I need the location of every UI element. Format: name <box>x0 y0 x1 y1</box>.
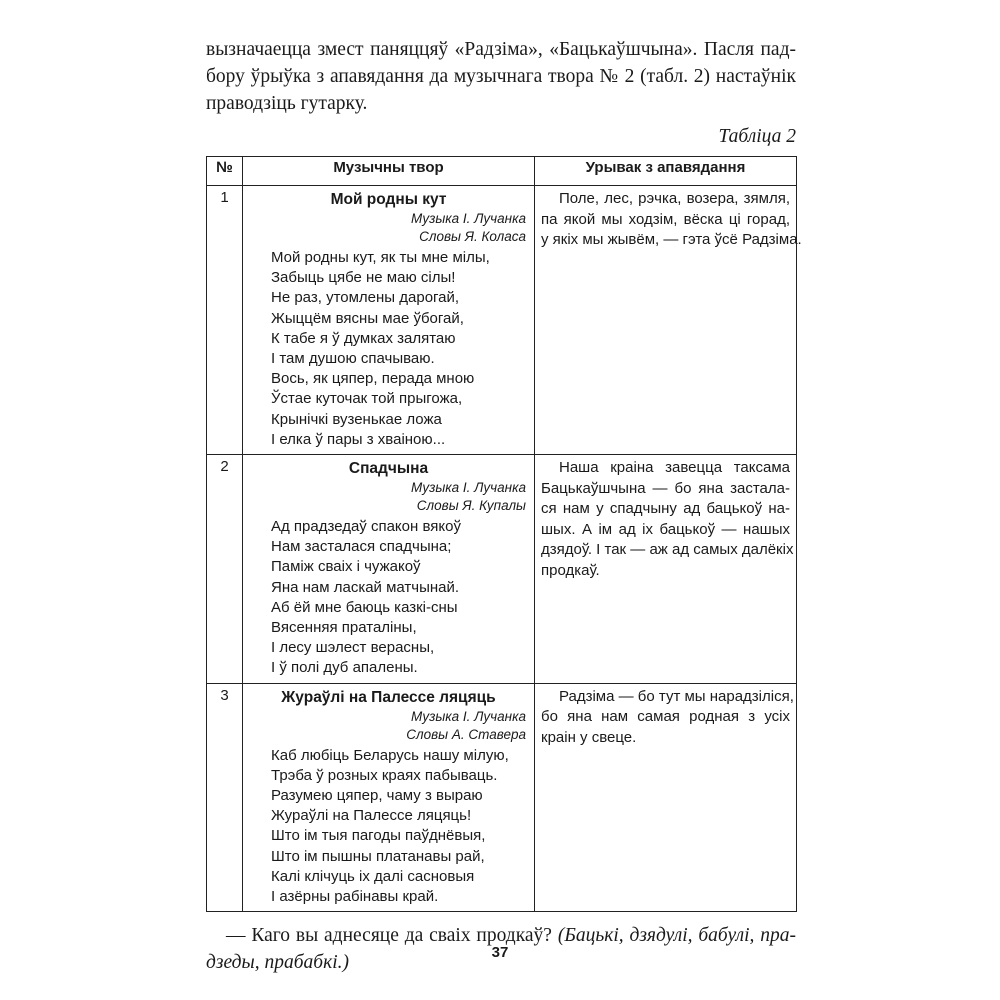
excerpt-line: краін у свеце. <box>541 728 637 746</box>
song-words-credit: Словы А. Ставера <box>406 726 526 742</box>
excerpt-cell <box>535 455 797 684</box>
answer-text: дзеды, прабабкі.) <box>206 952 349 974</box>
verse-line: І лесу шэлест верасны, <box>271 639 435 657</box>
excerpt-line: Радзіма — бо тут мы нарадзіліся, <box>559 687 794 705</box>
verse-line: Калі клічуць іх далі сасновыя <box>271 867 475 885</box>
verse-line: Крынічкі вузенькае ложа <box>271 410 442 428</box>
table-row <box>207 683 797 912</box>
question-text: — Каго вы аднесяце да сваіх продкаў? <box>226 925 552 947</box>
page <box>206 36 802 976</box>
song-title: Жураўлі на Палессе ляцяць <box>281 688 496 706</box>
verse-line: К табе я ў думках залятаю <box>271 329 456 347</box>
header-music-work: Музычны твор <box>243 157 535 186</box>
verse-line: Не раз, утомлены дарогай, <box>271 289 460 307</box>
verse-line: І азёрны рабінавы край. <box>271 888 439 906</box>
intro-line: бору ўрыўка з апавядання да музычнага твора № 2 (табл. 2) настаўнік <box>206 66 796 87</box>
excerpt-line: у якіх мы жывём, — гэта ўсё Радзіма. <box>541 231 802 249</box>
excerpt-line: па якой мы ходзім, вёска ці горад, <box>541 210 790 228</box>
verse-line: Каб любіць Беларусь нашу мілую, <box>271 746 509 764</box>
page-number: 37 <box>491 944 509 961</box>
row-number: 2 <box>207 455 243 684</box>
verse-line: Ад прадзедаў спакон вякоў <box>271 518 461 536</box>
verse-line: Вясенняя праталіны, <box>271 619 417 637</box>
song-verse <box>271 746 526 908</box>
table-row <box>207 186 797 455</box>
song-title: Спадчына <box>348 460 429 478</box>
header-excerpt: Урывак з апавядання <box>535 157 797 186</box>
excerpt-line: Поле, лес, рэчка, возера, зямля, <box>559 190 790 207</box>
verse-line: Разумею цяпер, чаму з выраю <box>271 787 483 805</box>
verse-line: Яна нам ласкай матчынай. <box>271 578 460 596</box>
excerpt-cell <box>535 186 802 455</box>
song-music-credit: Музыка І. Лучанка <box>410 708 526 724</box>
verse-line: Мой родны кут, як ты мне мілы, <box>271 249 490 266</box>
verse-line: Паміж сваіх і чужакоў <box>271 558 421 576</box>
intro-paragraph <box>206 36 796 117</box>
verse-line: Аб ёй мне баюць казкі-сны <box>271 598 458 616</box>
song-cell <box>243 683 535 912</box>
verse-line: Нам засталася спадчына; <box>271 538 452 556</box>
verse-line: Ўстае куточак той прыгожа, <box>271 390 463 408</box>
verse-line: Забыць цябе не маю сілы! <box>271 269 456 287</box>
intro-line: вызначаецца змест паняццяў «Радзіма», «Бацькаўшчына». Пасля пад- <box>206 39 796 60</box>
verse-line: І ў полі дуб апалены. <box>271 659 418 677</box>
answer-text: (Бацькі, дзядулі, бабулі, пра- <box>557 925 797 947</box>
row-number: 3 <box>207 683 243 912</box>
excerpt-line: Бацькаўшчына — бо яна застала- <box>541 479 790 497</box>
table-caption: Таблiца 2 <box>718 126 796 147</box>
excerpt-line: дзядоў. І так — аж ад самых далёкіх <box>541 541 794 559</box>
row-number: 1 <box>207 186 243 455</box>
table-row <box>207 455 797 684</box>
verse-line: Што ім пышны платанавы рай, <box>271 847 485 865</box>
verse-line: Трэба ў розных краях пабываць. <box>271 766 498 784</box>
song-words-credit: Словы Я. Коласа <box>419 229 526 244</box>
songs-table <box>206 156 802 912</box>
verse-line: І елка ў пары з хваіною... <box>271 430 446 448</box>
verse-line: Што ім тыя пагоды паўднёвыя, <box>271 827 486 845</box>
excerpt-line: продкаў. <box>541 562 600 579</box>
excerpt-line: Наша краіна завецца таксама <box>559 459 790 477</box>
excerpt-line: бо яна нам самая родная з усіх <box>541 708 790 726</box>
verse-line: Вось, як цяпер, перада мною <box>271 370 475 388</box>
table-header-row <box>207 157 797 186</box>
song-words-credit: Словы Я. Купалы <box>416 498 526 514</box>
song-title: Мой родны кут <box>330 191 447 208</box>
intro-line: праводзіць гутарку. <box>206 93 368 114</box>
header-number: № <box>207 157 243 186</box>
song-cell <box>243 186 535 455</box>
excerpt-line: ся нам у спадчыну ад бацькоў на- <box>541 500 790 518</box>
song-cell <box>243 455 535 684</box>
verse-line: І там душою спачываю. <box>271 350 435 368</box>
verse-line: Жыццём вясны мае ўбогай, <box>271 309 464 327</box>
song-music-credit: Музыка І. Лучанка <box>410 211 526 226</box>
song-verse <box>271 517 526 679</box>
excerpt-cell <box>535 683 797 912</box>
excerpt-line: шых. А ім ад іх бацькоў — нашых <box>541 520 790 538</box>
song-verse <box>271 248 526 450</box>
song-music-credit: Музыка І. Лучанка <box>410 480 526 496</box>
verse-line: Жураўлі на Палессе ляцяць! <box>271 807 472 825</box>
